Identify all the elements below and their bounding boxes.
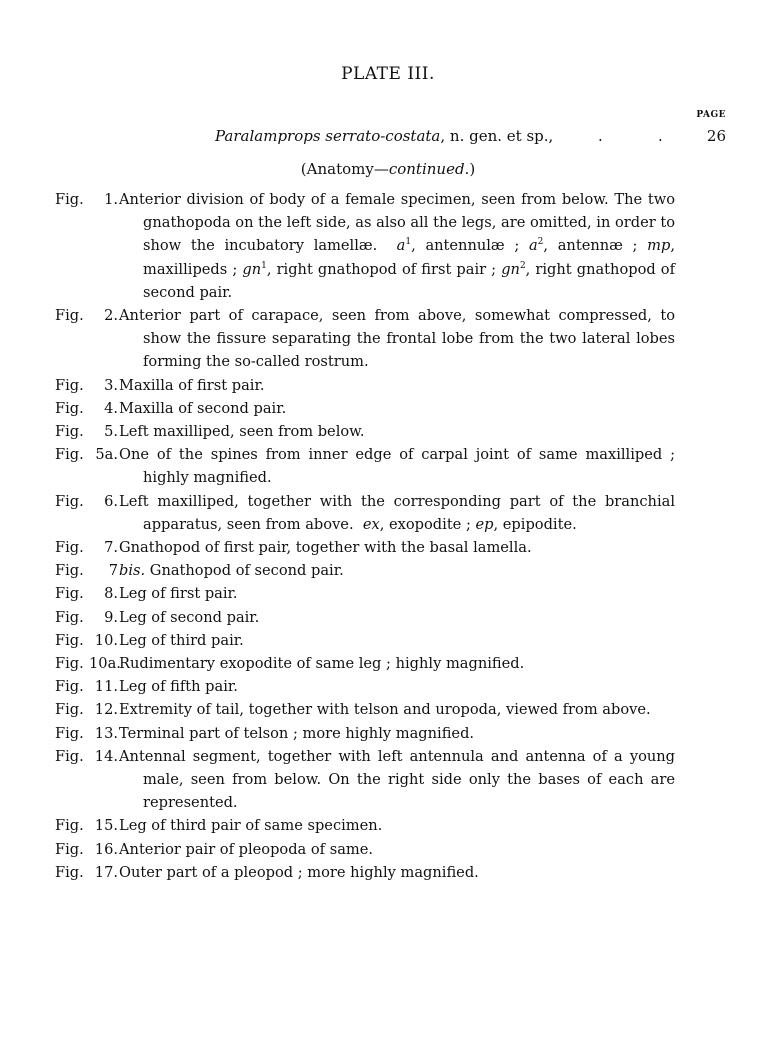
fig-number: 4. xyxy=(104,399,118,417)
figure-item xyxy=(55,559,675,582)
page-column-label: PAGE xyxy=(696,110,726,120)
figure-item xyxy=(55,188,675,304)
figure-description: One of the spines from inner edge of carpal joint of same maxilliped ; highly magnified. xyxy=(119,446,675,487)
figure-description: Terminal part of telson ; more highly magnified. xyxy=(119,724,475,742)
figure-item xyxy=(55,861,675,884)
figure-description: Gnathopod of first pair, together with the basal lamella. xyxy=(119,539,532,557)
fig-number: 10a. xyxy=(89,655,121,673)
figure-label xyxy=(55,745,119,768)
species-name: Paralamprops serrato-costata xyxy=(215,127,441,145)
fig-word: Fig. xyxy=(55,724,84,742)
abbr-text: , epipodite. xyxy=(493,515,577,533)
figure-label xyxy=(55,652,119,675)
fig-number: 2. xyxy=(104,307,118,325)
figure-item xyxy=(55,606,675,629)
fig-word: Fig. xyxy=(55,817,84,835)
figure-item xyxy=(55,675,675,698)
figure-label xyxy=(55,443,119,466)
abbr-sup: 1 xyxy=(261,260,267,271)
fig-number: 13. xyxy=(94,724,118,742)
figure-item xyxy=(55,838,675,861)
abbr-sup: 2 xyxy=(519,260,526,271)
fig-number: 7 xyxy=(108,562,118,580)
fig-number: 3. xyxy=(104,376,118,394)
fig-number: 9. xyxy=(104,608,118,626)
figure-description: Extremity of tail, together with telson and uropoda, viewed from above. xyxy=(119,701,651,719)
fig-word: Fig. xyxy=(55,840,84,858)
figure-description: Maxilla of first pair. xyxy=(119,376,265,394)
figure-label xyxy=(55,675,119,698)
figure-label xyxy=(55,722,119,745)
figure-label xyxy=(55,490,119,513)
figure-item xyxy=(55,745,675,815)
fig-text: Anterior division of body of a female specimen, seen from below. The two gnathopoda on the left side, as also all the legs, are omitted, in order to show the incubatory lamellæ. xyxy=(119,191,675,255)
fig-number: 12. xyxy=(94,701,118,719)
figure-label xyxy=(55,559,119,582)
fig-number: 16. xyxy=(94,840,118,858)
figure-item xyxy=(55,814,675,837)
fig-word: Fig. xyxy=(55,307,84,325)
fig-number: 15. xyxy=(94,817,118,835)
figure-label xyxy=(55,698,119,721)
fig-number: 10. xyxy=(94,631,118,649)
fig-word: Fig. xyxy=(55,376,84,394)
abbr: gn xyxy=(242,260,262,278)
figure-description xyxy=(119,559,675,582)
fig-word: Fig. xyxy=(55,863,84,881)
figure-item xyxy=(55,536,675,559)
fig-word: Fig. xyxy=(55,562,84,580)
fig-text: Left maxilliped, together with the corresponding part of the branchial apparatus, seen from above. xyxy=(119,492,675,533)
abbr-text: , right gnathopod of second pair. xyxy=(143,260,675,301)
figure-item xyxy=(55,374,675,397)
figure-item xyxy=(55,582,675,605)
figure-label xyxy=(55,629,119,652)
section-prefix: (Anatomy— xyxy=(300,160,389,178)
subject-heading xyxy=(215,127,553,145)
species-suffix: , n. gen. et sp., xyxy=(440,127,554,145)
fig-text: Gnathopod of second pair. xyxy=(149,562,344,580)
fig-word: Fig. xyxy=(55,678,84,696)
figure-item xyxy=(55,652,675,675)
figure-label xyxy=(55,304,119,327)
figure-item xyxy=(55,397,675,420)
fig-number: 1. xyxy=(104,191,118,208)
figure-description: Rudimentary exopodite of same leg ; highly magnified. xyxy=(119,655,525,673)
figure-item xyxy=(55,443,675,489)
fig-number: 8. xyxy=(104,585,118,603)
fig-word: Fig. xyxy=(55,539,84,557)
figure-item xyxy=(55,420,675,443)
figure-description xyxy=(119,188,675,304)
abbr: mp xyxy=(647,237,671,255)
abbr-text: , right gnathopod of first pair ; xyxy=(266,260,497,278)
figure-description: Leg of fifth pair. xyxy=(119,678,238,696)
figure-item xyxy=(55,490,675,536)
figure-description: Leg of second pair. xyxy=(119,608,260,626)
figure-item xyxy=(55,698,675,721)
fig-word: Fig. xyxy=(55,446,84,464)
abbr-text: , antennulæ ; xyxy=(411,237,520,255)
leader-dot: . xyxy=(658,127,663,145)
figure-label xyxy=(55,838,119,861)
fig-word: Fig. xyxy=(55,399,84,417)
section-suffix: ) xyxy=(469,160,476,178)
figure-label xyxy=(55,606,119,629)
abbr: ex xyxy=(362,515,380,533)
fig-word: Fig. xyxy=(55,585,84,603)
leader-dot: . xyxy=(598,127,603,145)
fig-word: Fig. xyxy=(55,608,84,626)
fig-word: Fig. xyxy=(55,191,84,208)
abbr-text: , antennæ ; xyxy=(543,237,638,255)
abbr: gn xyxy=(501,260,520,278)
figure-label xyxy=(55,420,119,443)
abbr-text: , maxillipeds ; xyxy=(143,237,675,278)
figure-description xyxy=(119,490,675,536)
figure-description: Leg of third pair. xyxy=(119,631,244,649)
figure-description: Anterior pair of pleopoda of same. xyxy=(119,840,374,858)
page-number: 26 xyxy=(706,127,726,145)
abbr-sup: 1 xyxy=(405,237,412,248)
abbr-sup: 2 xyxy=(537,237,544,248)
fig-word: Fig. xyxy=(55,631,84,649)
fig-word: Fig. xyxy=(55,423,84,441)
fig-bis: bis. xyxy=(119,562,146,580)
figure-description: Leg of third pair of same specimen. xyxy=(119,817,383,835)
figure-description: Anterior part of carapace, seen from above, somewhat compressed, to show the fissure separating the frontal lobe from the two lateral lobes forming the so-called rostrum. xyxy=(119,307,675,371)
fig-number: 7. xyxy=(104,539,118,557)
figure-description: Leg of first pair. xyxy=(119,585,238,603)
abbr: a xyxy=(528,237,538,255)
figure-description: Outer part of a pleopod ; more highly magnified. xyxy=(119,863,479,881)
figure-label xyxy=(55,814,119,837)
figure-label xyxy=(55,374,119,397)
figure-item xyxy=(55,304,675,374)
fig-number: 14. xyxy=(94,747,118,765)
subject-row xyxy=(0,127,776,151)
fig-number: 11. xyxy=(94,678,118,696)
plate-title: PLATE III. xyxy=(341,64,435,84)
figure-label xyxy=(55,536,119,559)
fig-number: 5. xyxy=(104,423,118,441)
fig-word: Fig. xyxy=(55,492,84,510)
figure-item xyxy=(55,629,675,652)
figure-description: Maxilla of second pair. xyxy=(119,399,287,417)
figure-description: Left maxilliped, seen from below. xyxy=(119,423,365,441)
figure-item xyxy=(55,722,675,745)
fig-word: Fig. xyxy=(55,747,84,765)
abbr-text: , exopodite ; xyxy=(379,515,471,533)
figure-label xyxy=(55,861,119,884)
figure-label xyxy=(55,397,119,420)
abbr: ep xyxy=(475,515,494,533)
fig-number: 5a. xyxy=(95,446,118,464)
figure-list xyxy=(55,188,675,884)
section-continued: continued. xyxy=(388,160,470,178)
fig-number: 6. xyxy=(104,492,118,510)
abbr: a xyxy=(396,237,406,255)
figure-label xyxy=(55,188,119,211)
figure-description: Antennal segment, together with left antennula and antenna of a young male, seen from below. On the right side only the bases of each are represented. xyxy=(119,747,675,812)
fig-word: Fig. xyxy=(55,655,84,673)
fig-number: 17. xyxy=(94,863,118,881)
section-title xyxy=(0,160,776,178)
fig-word: Fig. xyxy=(55,701,84,719)
figure-label xyxy=(55,582,119,605)
